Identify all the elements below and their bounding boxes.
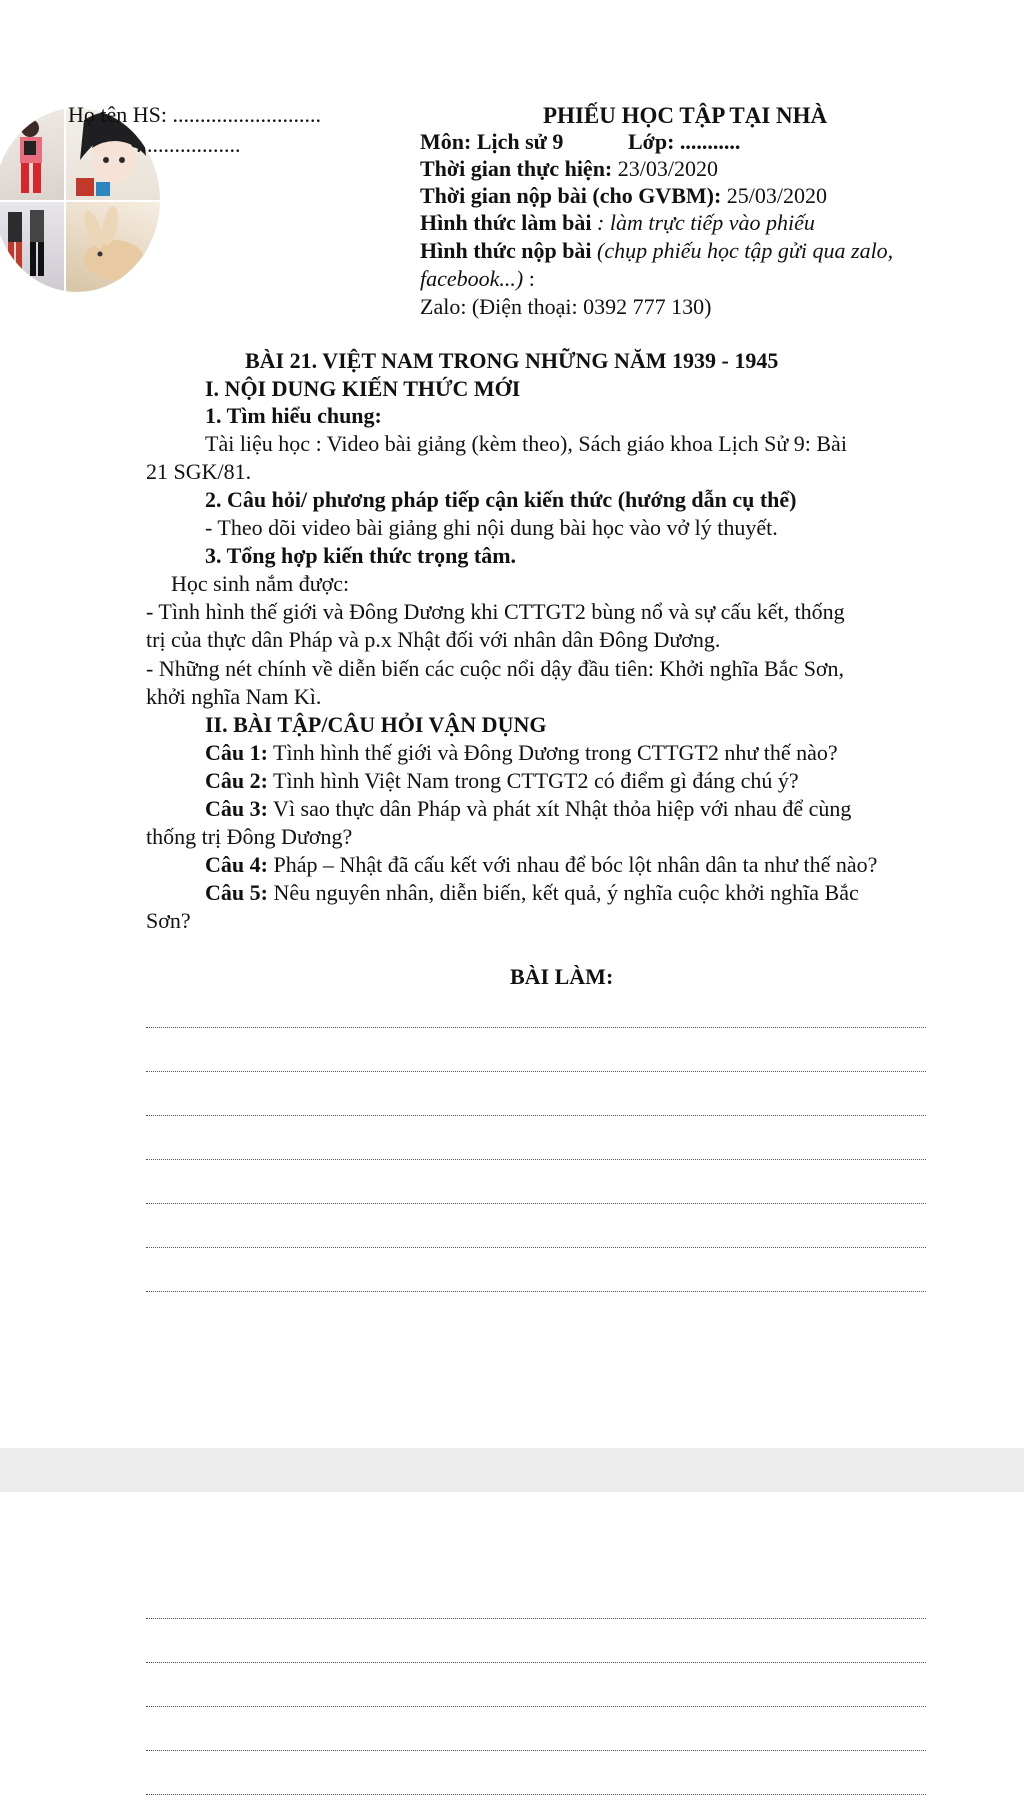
work-form-value: : làm trực tiếp vào phiếu — [591, 210, 815, 235]
answer-line[interactable] — [146, 1115, 926, 1116]
answer-line[interactable] — [146, 1027, 926, 1028]
submit-form-line — [420, 240, 893, 262]
answer-line[interactable] — [146, 1618, 926, 1619]
zalo-contact: Zalo: (Điện thoại: 0392 777 130) — [420, 294, 712, 319]
worksheet-title: PHIẾU HỌC TẬP TẠI NHÀ — [543, 103, 828, 128]
lesson-title: BÀI 21. VIỆT NAM TRONG NHỮNG NĂM 1939 - 1945 — [245, 348, 779, 373]
work-form-label: Hình thức làm bài — [420, 210, 592, 235]
answer-line[interactable] — [146, 1706, 926, 1707]
submit-form-colon: : — [523, 266, 535, 291]
question-text: Tình hình Việt Nam trong CTTGT2 có điểm gì đáng chú ý? — [267, 768, 799, 793]
key-point-1: - Tình hình thế giới và Đông Dương khi CTTGT2 bùng nổ và sự cấu kết, thống — [146, 599, 845, 624]
class-field: Lớp: ........... — [628, 129, 741, 154]
student-extra-dots: ................... — [136, 132, 241, 157]
student-name-field: Họ tên HS: ........................... — [68, 102, 321, 127]
answer-line[interactable] — [146, 1794, 926, 1795]
question-label: Câu 5: — [205, 880, 268, 905]
question-text: Nêu nguyên nhân, diễn biến, kết quả, ý nghĩa cuộc khởi nghĩa Bắc — [267, 880, 859, 905]
page-separator — [0, 1448, 1024, 1492]
work-form-line — [420, 212, 815, 234]
submit-time-label: Thời gian nộp bài (cho GVBM): — [420, 183, 722, 208]
submit-time-value: 25/03/2020 — [721, 183, 828, 208]
time-value: 23/03/2020 — [612, 156, 718, 181]
question-1 — [205, 742, 838, 764]
key-point-2: - Những nét chính về diễn biến các cuộc nổi dậy đầu tiên: Khởi nghĩa Bắc Sơn, — [146, 656, 845, 681]
avatar-photo-person — [0, 108, 64, 200]
question-label: Câu 4: — [205, 852, 268, 877]
answer-line[interactable] — [146, 1662, 926, 1663]
question-text: Tình hình thế giới và Đông Dương trong CTTGT2 như thế nào? — [267, 740, 838, 765]
question-4 — [205, 854, 877, 876]
worksheet-page-2 — [0, 1492, 1024, 1820]
subsection-1-text-cont: 21 SGK/81. — [146, 459, 252, 484]
time-line — [420, 158, 718, 180]
question-text: Vì sao thực dân Pháp và phát xít Nhật thỏa hiệp với nhau để cùng — [267, 796, 852, 821]
question-label: Câu 1: — [205, 740, 268, 765]
key-point-1-cont: trị của thực dân Pháp và p.x Nhật đối với nhân dân Đông Dương. — [146, 627, 721, 652]
question-2 — [205, 770, 799, 792]
submit-form-value: (chụp phiếu học tập gửi qua zalo, — [591, 238, 894, 263]
subsection-1-text: Tài liệu học : Video bài giảng (kèm theo), Sách giáo khoa Lịch Sử 9: Bài — [205, 431, 847, 456]
answer-line[interactable] — [146, 1071, 926, 1072]
question-5-cont: Sơn? — [146, 908, 191, 933]
answer-line[interactable] — [146, 1247, 926, 1248]
question-3-cont: thống trị Đông Dương? — [146, 824, 353, 849]
subsection-1-heading: 1. Tìm hiểu chung: — [205, 403, 382, 428]
subsection-2-text: - Theo dõi video bài giảng ghi nội dung bài học vào vở lý thuyết. — [205, 515, 778, 540]
subsection-2-heading: 2. Câu hỏi/ phương pháp tiếp cận kiến thức (hướng dẫn cụ thể) — [205, 487, 797, 512]
submit-form-value-2: facebook...) — [420, 266, 524, 291]
question-text: Pháp – Nhật đã cấu kết với nhau để bóc lột nhân dân ta như thế nào? — [267, 852, 878, 877]
time-label: Thời gian thực hiện: — [420, 156, 613, 181]
section-1-heading: I. NỘI DUNG KIẾN THỨC MỚI — [205, 376, 521, 401]
submit-form-label: Hình thức nộp bài — [420, 238, 592, 263]
question-3 — [205, 798, 851, 820]
question-label: Câu 3: — [205, 796, 268, 821]
submit-form-line-2 — [420, 268, 535, 290]
key-point-2-cont: khởi nghĩa Nam Kì. — [146, 684, 322, 709]
answer-heading: BÀI LÀM: — [510, 964, 614, 989]
answer-line[interactable] — [146, 1750, 926, 1751]
answer-line[interactable] — [146, 1291, 926, 1292]
answer-line[interactable] — [146, 1159, 926, 1160]
subject-label: Môn: Lịch sử 9 — [420, 129, 564, 154]
avatar-photo-rabbit — [66, 202, 160, 292]
submit-time-line — [420, 185, 827, 207]
subsection-3-heading: 3. Tổng hợp kiến thức trọng tâm. — [205, 543, 517, 568]
subsection-3-intro: Học sinh nắm được: — [171, 571, 350, 596]
section-2-heading: II. BÀI TẬP/CÂU HỎI VẬN DỤNG — [205, 712, 547, 737]
question-5 — [205, 882, 859, 904]
avatar-photo-group — [0, 202, 64, 292]
answer-line[interactable] — [146, 1203, 926, 1204]
question-label: Câu 2: — [205, 768, 268, 793]
